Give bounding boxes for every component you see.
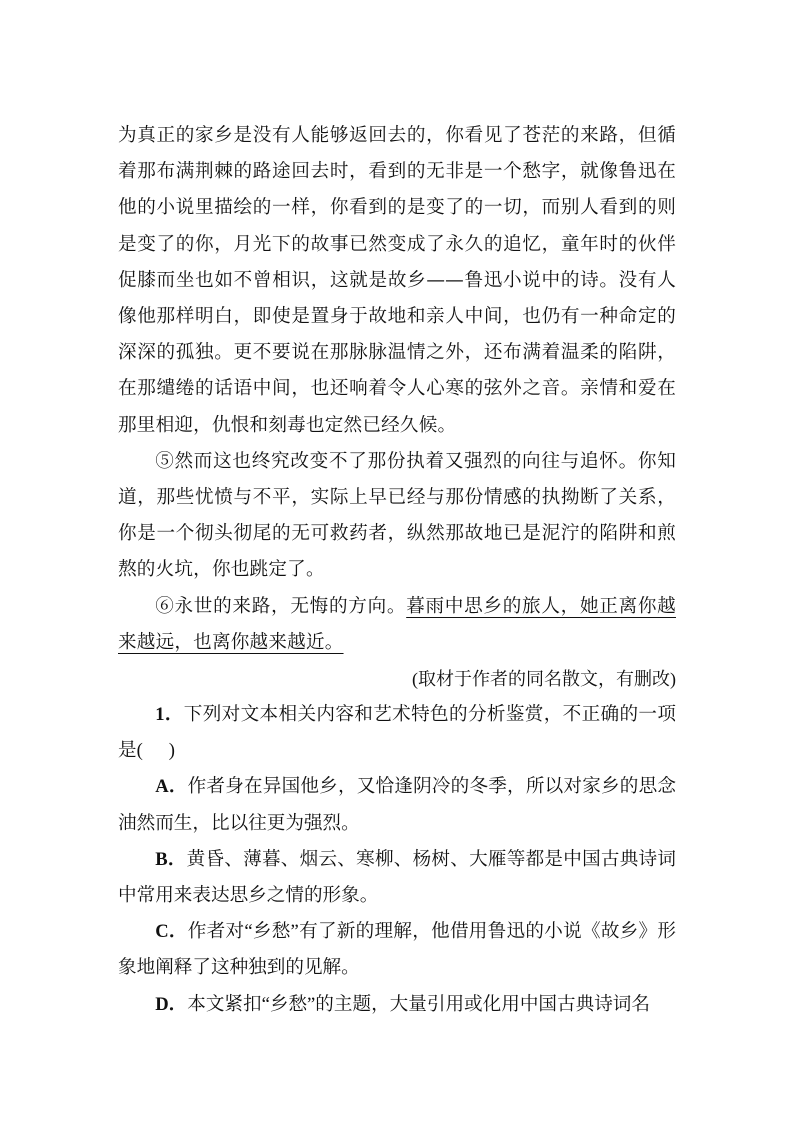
- paragraph-6-underlined-sentence: 暮雨中思乡的旅人，她正离你越来越远，也离你越来越近。: [118, 595, 676, 653]
- paragraph-4-text: 为真正的家乡是没有人能够返回去的，你看见了苍茫的来路，但循着那布满荆棘的路途回去时，看到的无非是一个愁字，就像鲁迅在他的小说里描绘的一样，你看到的是变了的一切，而别人看到的则是变了的你，月光下的故事已然变成了永久的追忆，童年时的伙伴促膝而坐也如不曾相识，这就是故乡——鲁迅小说中的诗。没有人像他那样明白，即使是置身于故地和亲人中间，也仍有一种命定的深深的孤独。更不要说在那脉脉温情之外，还布满着温柔的陷阱，在那缱绻的话语中间，也还响着令人心寒的弦外之音。亲情和爱在那里相迎，仇恨和刻毒也定然已经久候。: [118, 125, 676, 436]
- paragraph-6: [118, 589, 676, 661]
- option-a: [118, 769, 676, 841]
- question-1-stem-text: 下列对文本相关内容和艺术特色的分析鉴赏，不正确的一项是(: [118, 704, 676, 762]
- document-page: [118, 118, 676, 1023]
- option-b: [118, 842, 676, 914]
- paragraph-6-lead: ⑥永世的来路，无悔的方向。: [155, 595, 407, 617]
- paragraph-5: [118, 444, 676, 589]
- option-d: [118, 987, 676, 1023]
- question-1-stem-end: ): [168, 740, 175, 762]
- option-c: [118, 914, 676, 986]
- question-1-stem: [118, 697, 676, 769]
- source-note: (取材于作者的同名散文，有删改): [412, 669, 676, 690]
- option-b-text: 黄昏、薄暮、烟云、寒柳、杨树、大雁等都是中国古典诗词中常用来表达思乡之情的形象。: [118, 848, 676, 907]
- option-c-letter: C．: [155, 921, 188, 943]
- paragraph-5-text: ⑤然而这也终究改变不了那份执着又强烈的向往与追怀。你知道，那些忧愤与不平，实际上早已经与那份情感的执拗断了关系，你是一个彻头彻尾的无可救药者，纵然那故地已是泥泞的陷阱和煎熬的火坑，你也跳定了。: [118, 450, 676, 581]
- question-1-number: 1．: [155, 704, 184, 726]
- option-a-letter: A．: [155, 776, 188, 798]
- option-a-text: 作者身在异国他乡，又恰逢阴冷的冬季，所以对家乡的思念油然而生，比以往更为强烈。: [118, 776, 676, 834]
- option-d-text: 本文紧扣“乡愁”的主题，大量引用或化用中国古典诗词名: [187, 993, 650, 1015]
- option-c-text: 作者对“乡愁”有了新的理解，他借用鲁迅的小说《故乡》形象地阐释了这种独到的见解。: [118, 921, 676, 979]
- paragraph-4-continued: [118, 118, 676, 444]
- option-b-letter: B．: [155, 848, 187, 870]
- option-d-letter: D．: [155, 993, 188, 1015]
